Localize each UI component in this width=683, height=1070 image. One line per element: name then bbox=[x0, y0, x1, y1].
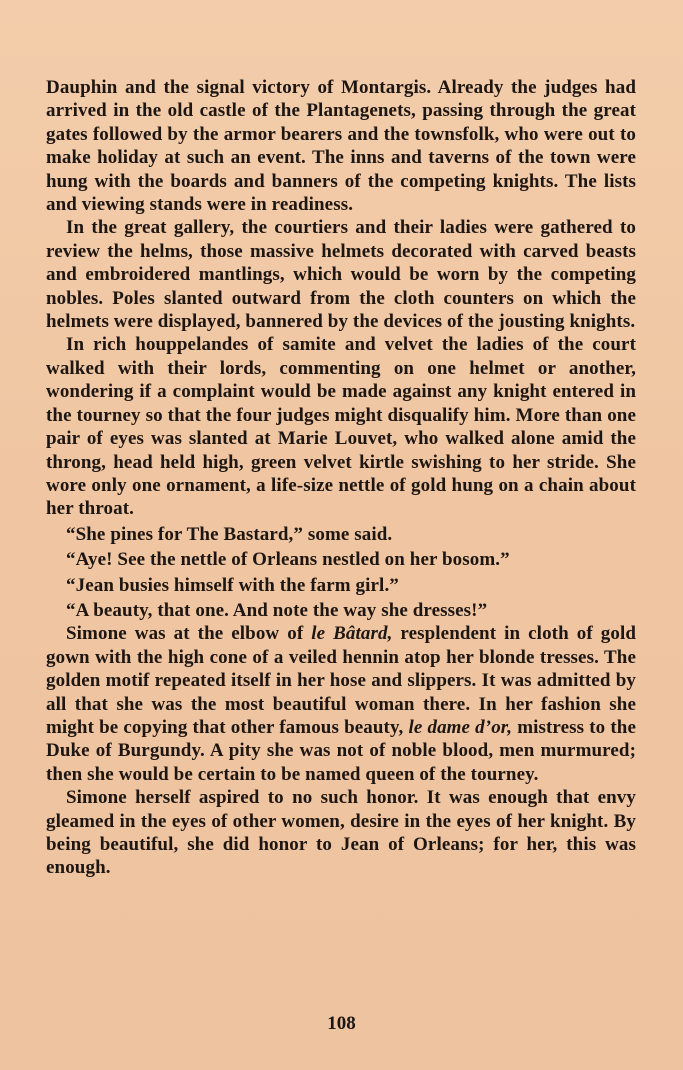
paragraph-segment: mistress to the Duke of Burgundy. A pity she was not of noble blood, men murmured; then she would be certain to be named queen of the tourney. bbox=[46, 716, 636, 785]
body-text bbox=[46, 76, 636, 880]
paragraph-segment-italic: le dame d’or, bbox=[408, 716, 513, 738]
paragraph-3: In rich houppelandes of samite and velvet the ladies of the court walked with their lords, commenting on one helmet or another, wondering if a complaint would be made against any knight entered in the tourney so that the four judges might disqualify him. More than one pair of eyes was slanted at Marie Louvet, who walked alone amid the throng, head held high, green velvet kirtle swishing to her stride. She wore only one ornament, a life-size nettle of gold hung on a chain about her throat. bbox=[46, 334, 636, 520]
page-number: 108 bbox=[327, 1013, 356, 1034]
paragraph-final: Simone herself aspired to no such honor. It was enough that envy gleamed in the eyes of other women, desire in the eyes of her knight. By being beautiful, she did honor to Jean of Orleans; for her, this was enough. bbox=[46, 787, 636, 879]
dialogue-line-1: “She pines for The Bastard,” some said. bbox=[66, 523, 393, 545]
paragraph-segment: Simone was at the elbow of bbox=[66, 623, 312, 645]
paragraph-2: In the great gallery, the courtiers and their ladies were gathered to review the helms, those massive helmets decorated with carved beasts and embroidered mantlings, which would be worn by the competing nobles. Poles slanted outward from the cloth counters on which the helmets were displayed, bannered by the devices of the jousting knights. bbox=[46, 217, 636, 333]
paragraph-segment-italic: le Bâtard, bbox=[311, 623, 393, 645]
paragraph-1: Dauphin and the signal victory of Montargis. Already the judges had arrived in the old castle of the Plantagenets, passing through the great gates followed by the armor bearers and the townsfolk, who were out to make holiday at such an event. The inns and taverns of the town were hung with the boards and banners of the competing knights. The lists and viewing stands were in readiness. bbox=[46, 77, 636, 216]
dialogue-line-2: “Aye! See the nettle of Orleans nestled on her bosom.” bbox=[66, 549, 510, 571]
dialogue-line-3: “Jean busies himself with the farm girl.” bbox=[66, 574, 399, 596]
paragraph-simone bbox=[46, 622, 636, 786]
paragraph-segment: resplendent in cloth of gold gown with the high cone of a veiled hennin atop her blonde tresses. The golden motif repeated itself in her hose and slippers. It was admitted by all that she was the most beautiful woman there. In her fashion she might be copying that other famous beauty, bbox=[46, 623, 636, 738]
dialogue-line-4: “A beauty, that one. And note the way she dresses!” bbox=[66, 599, 488, 621]
